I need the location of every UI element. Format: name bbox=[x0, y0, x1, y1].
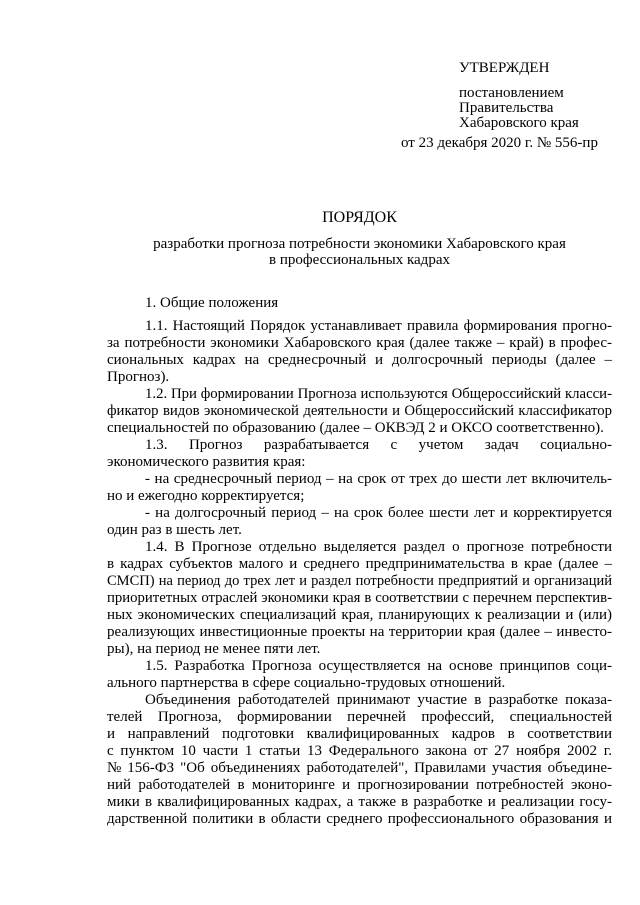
body-line: экономического развития края: bbox=[107, 454, 306, 470]
approval-date-line: от 23 декабря 2020 г. № 556-пр bbox=[401, 135, 598, 151]
body-line: 1.5. Разработка Прогноза осуществляется на основе принципов соци- bbox=[145, 658, 612, 674]
body-line: ры), на период не менее пяти лет. bbox=[107, 641, 321, 657]
body-line: с пунктом 10 части 1 статьи 13 Федерального закона от 27 ноября 2002 г. bbox=[107, 743, 612, 759]
body-line: сиональных кадрах на среднесрочный и долгосрочный периоды (далее – bbox=[107, 352, 612, 368]
body-line: Объединения работодателей принимают участие в разработке показа- bbox=[145, 692, 612, 708]
body-line: № 156-ФЗ "Об объединениях работодателей", Правилами участия объедине- bbox=[107, 760, 612, 776]
body-line: ний работодателей в мониторинге и прогнозировании потребностей эконо- bbox=[107, 777, 612, 793]
body-line: ных экономических специализаций края, планирующих к реализации и (или) bbox=[107, 607, 612, 623]
body-line: фикатор видов экономической деятельности и Общероссийский классификатор bbox=[107, 403, 612, 419]
approval-line: Правительства bbox=[459, 100, 554, 116]
body-line: за потребности экономики Хабаровского края (далее также – край) в профес- bbox=[107, 335, 612, 351]
title-subtitle-line: разработки прогноза потребности экономики Хабаровского края bbox=[153, 236, 566, 252]
body-line: но и ежегодно корректируется; bbox=[107, 488, 305, 504]
body-line: мики в квалифицированных кадрах, а также в разработке и реализации госу- bbox=[107, 794, 612, 810]
body-line: 1.2. При формировании Прогноза используются Общероссийский класси- bbox=[145, 386, 612, 402]
body-line: 1.4. В Прогнозе отдельно выделяется раздел о прогнозе потребности bbox=[145, 539, 612, 555]
title-subtitle-line: в профессиональных кадрах bbox=[269, 252, 450, 268]
body-line: один раз в шесть лет. bbox=[107, 522, 242, 538]
body-line: в кадрах субъектов малого и среднего предпринимательства в крае (далее – bbox=[107, 556, 612, 572]
body-line: СМСП) на период до трех лет и раздел потребности предприятий и организаций bbox=[107, 573, 612, 589]
body-line: дарственной политики в области среднего профессионального образования и bbox=[107, 811, 612, 827]
body-line: телей Прогноза, формировании перечней профессий, специальностей bbox=[107, 709, 612, 725]
body-line: приоритетных отраслей экономики края в соответствии с перечнем перспектив- bbox=[107, 590, 612, 606]
body-line: специальностей по образованию (далее – ОКВЭД 2 и ОКСО соответственно). bbox=[107, 420, 604, 436]
body-line: и направлений подготовки квалифицированных кадров в соответствии bbox=[107, 726, 612, 742]
body-line: 1.1. Настоящий Порядок устанавливает правила формирования прогно- bbox=[145, 318, 612, 334]
section-heading: 1. Общие положения bbox=[145, 295, 279, 311]
approval-heading: УТВЕРЖДЕН bbox=[459, 60, 550, 76]
body-line: - на долгосрочный период – на срок более шести лет и корректируется bbox=[145, 505, 612, 521]
approval-line: Хабаровского края bbox=[459, 115, 579, 131]
body-line: Прогноз). bbox=[107, 369, 170, 385]
body-line: ального партнерства в сфере социально-трудовых отношений. bbox=[107, 675, 506, 691]
body-line: 1.3. Прогноз разрабатывается с учетом задач социально- bbox=[145, 437, 612, 453]
approval-line: постановлением bbox=[459, 85, 564, 101]
title-main: ПОРЯДОК bbox=[322, 209, 397, 226]
body-line: реализующих инвестиционные проекты на территории края (далее – инвесто- bbox=[107, 624, 612, 640]
body-line: - на среднесрочный период – на срок от трех до шести лет включитель- bbox=[145, 471, 612, 487]
